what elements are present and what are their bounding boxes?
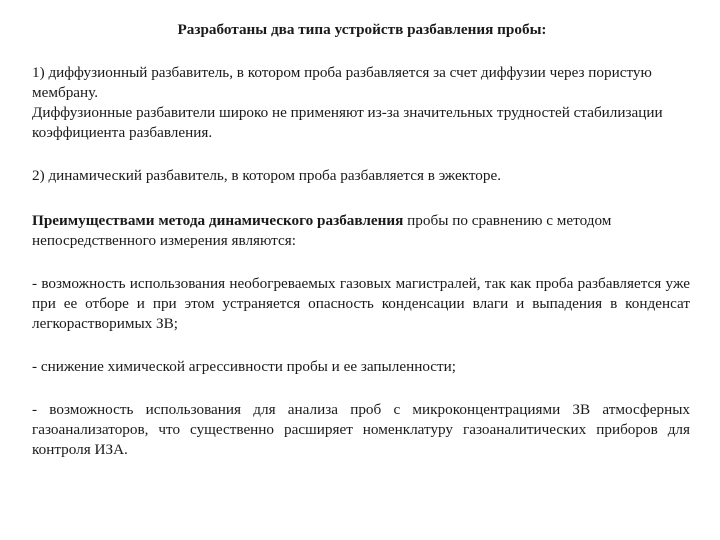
item2-paragraph: 2) динамический разбавитель, в котором проба разбавляется в эжекторе. bbox=[32, 167, 502, 184]
advantages-bold-phrase: Преимуществами метода динамического разбавления bbox=[32, 212, 404, 229]
page-title: Разработаны два типа устройств разбавления пробы: bbox=[177, 21, 547, 38]
spacer bbox=[32, 377, 690, 400]
advantages-rest-text: пробы по сравнению с методом непосредственного измерения являются: bbox=[32, 212, 612, 249]
item1-paragraph: 1) диффузионный разбавитель, в котором проба разбавляется за счет диффузии через пористую мембрану. bbox=[32, 64, 652, 101]
bullet-paragraph-1: - возможность использования необогреваемых газовых магистралей, так как проба разбавляется уже при ее отборе и при этом устраняется опасность конденсации влаги и выпадения в конденсат легкорастворимых ЗВ; bbox=[32, 275, 690, 332]
spacer bbox=[32, 334, 690, 357]
advantages-paragraph bbox=[32, 211, 690, 251]
bullet-paragraph-2: - снижение химической агрессивности пробы и ее запыленности; bbox=[32, 358, 457, 375]
spacer bbox=[32, 143, 690, 166]
spacer bbox=[32, 251, 690, 274]
bullet-paragraph-3: - возможность использования для анализа проб с микроконцентрациями ЗВ атмосферных газоанализаторов, что существенно расширяет номенклатуру газоаналитических приборов для контроля ИЗА. bbox=[32, 401, 690, 458]
spacer bbox=[32, 186, 690, 211]
item1-note-paragraph: Диффузионные разбавители широко не применяют из-за значительных трудностей стабилизации коэффициента разбавления. bbox=[32, 104, 663, 141]
